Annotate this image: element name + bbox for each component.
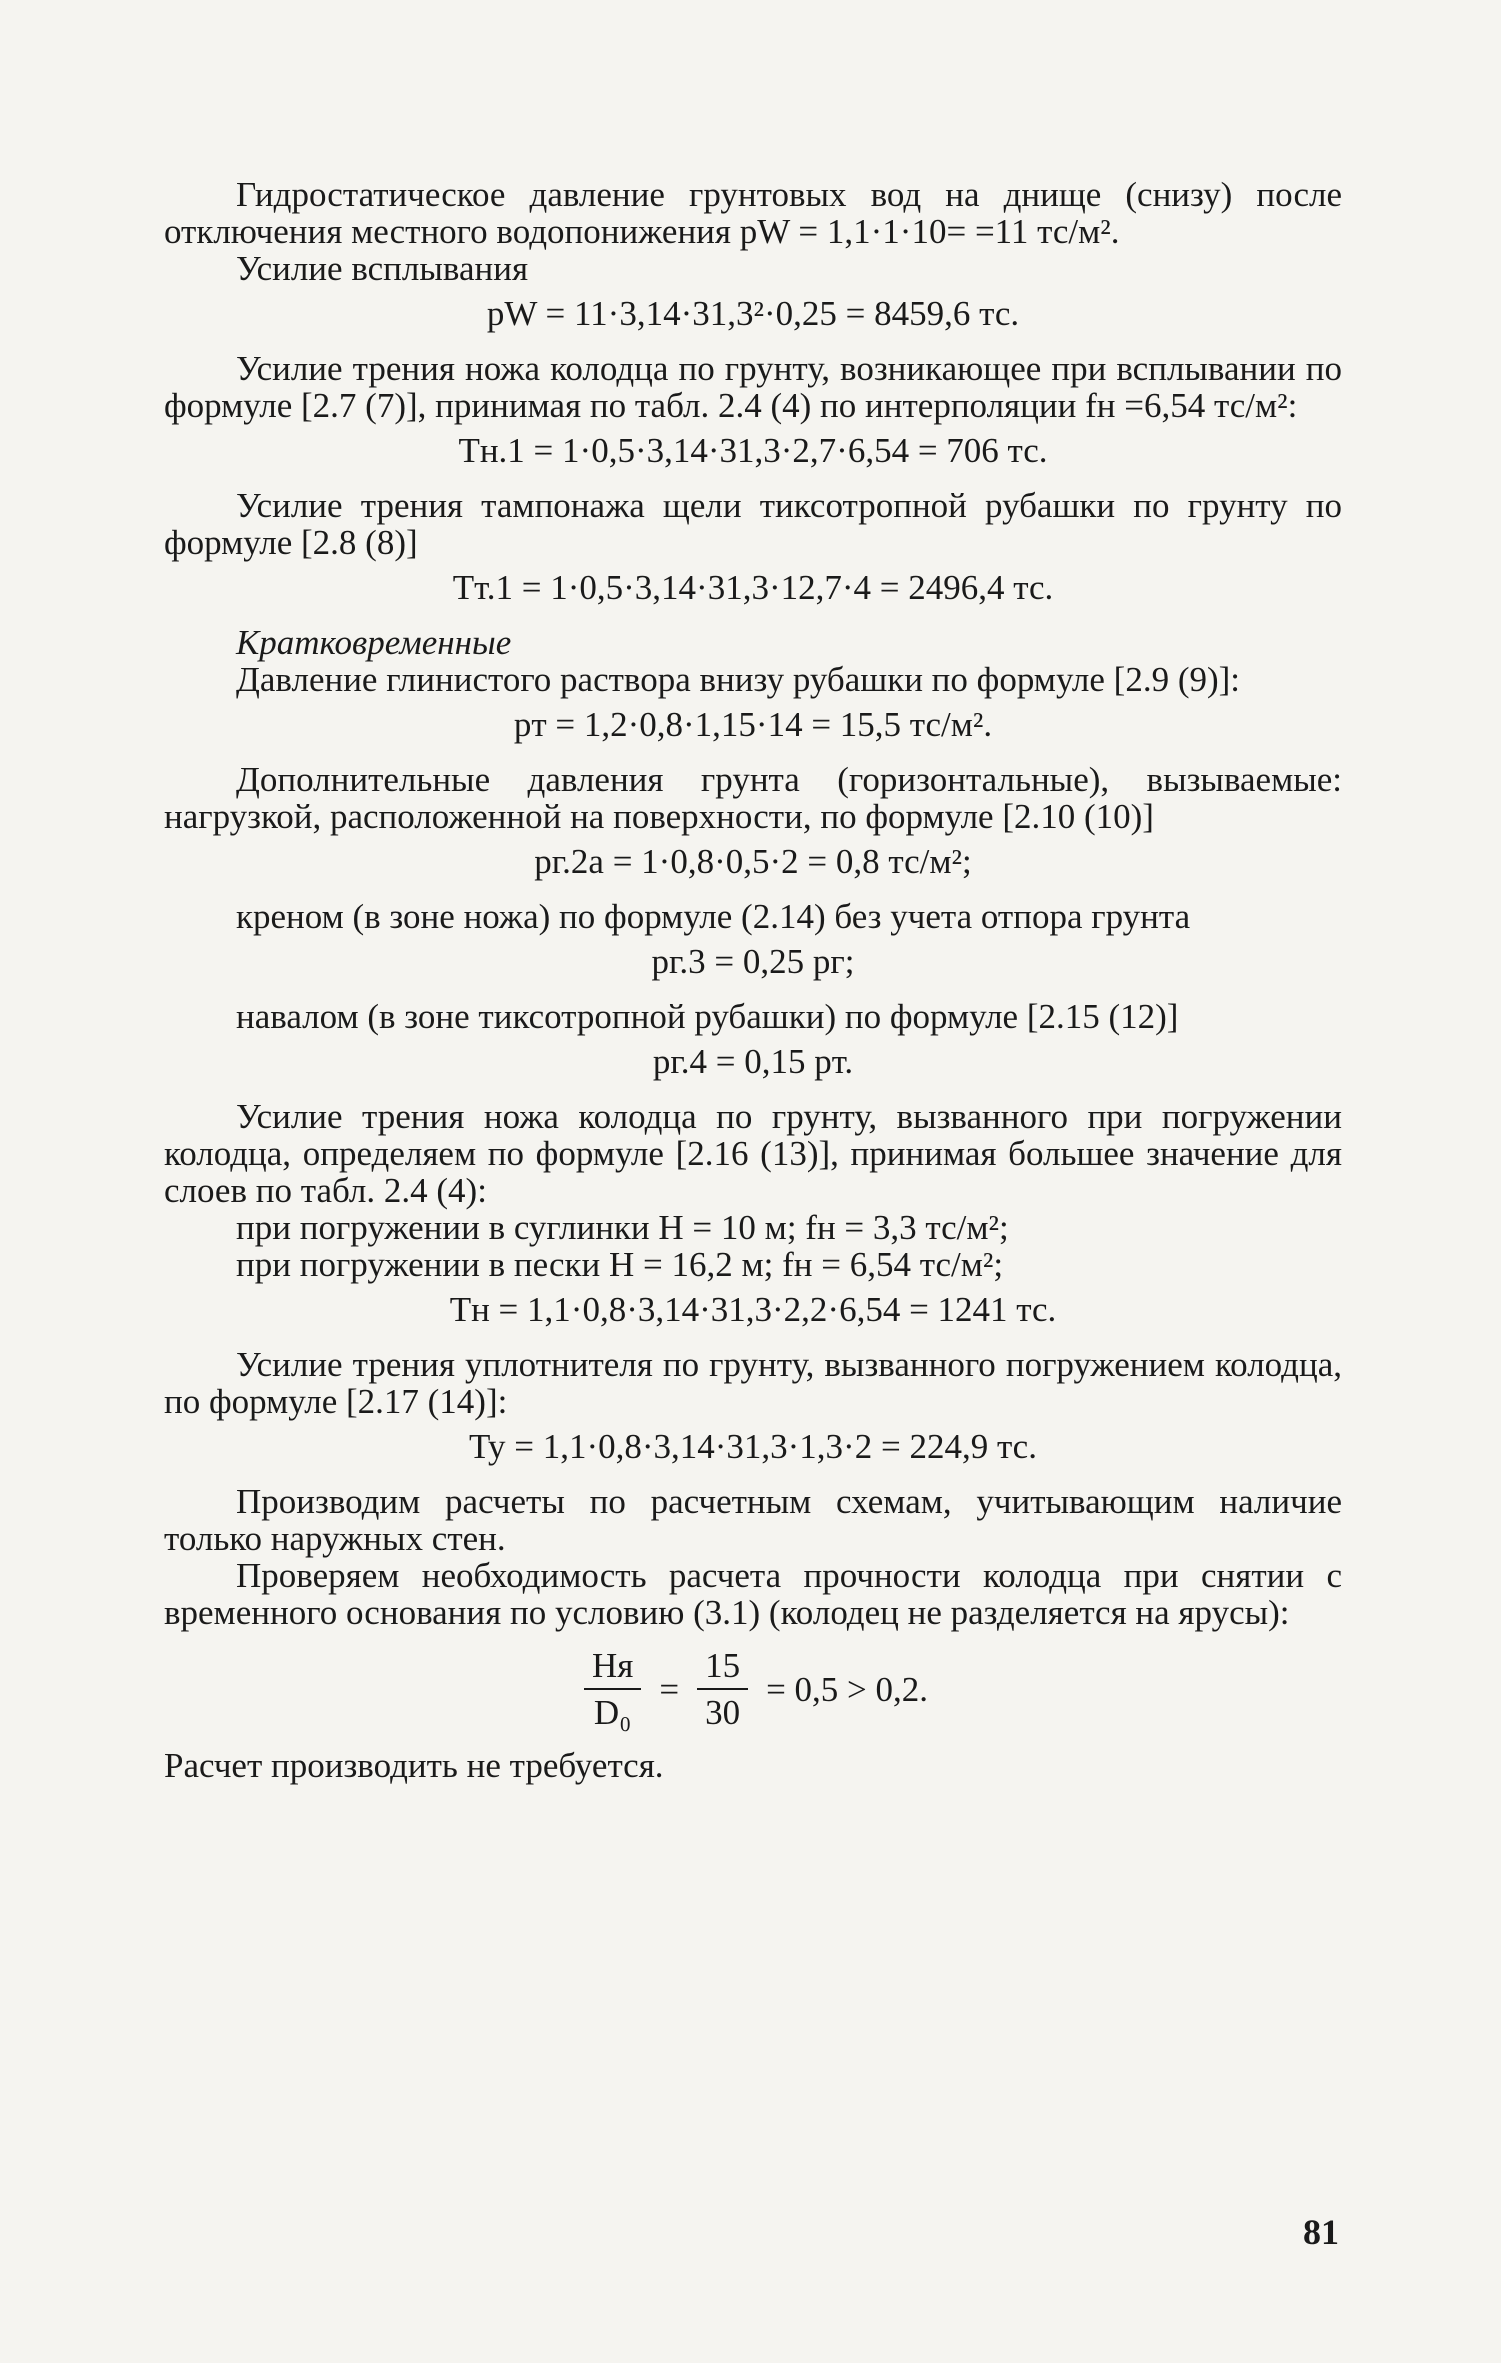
fraction-denominator-30: 30 — [705, 1693, 741, 1732]
paragraph-loam-layer: при погружении в суглинки H = 10 м; fн = 3,3 тс/м²; — [236, 1208, 1009, 1247]
paragraph-tilt-pressure: креном (в зоне ножа) по формуле (2.14) без учета отпора грунта — [236, 897, 1191, 936]
paragraph-hydrostatic-pressure: Гидростатическое давление грунтовых вод на днище (снизу) после отключения местного водопонижения pW = 1,1·1·10= =11 тс/м². — [164, 175, 1342, 251]
fraction-denominator-d: D₀ — [593, 1693, 632, 1732]
formula-knife-friction-sinking: Tн = 1,1·0,8·3,14·31,3·2,2·6,54 = 1241 тс. — [449, 1290, 1057, 1329]
formula-clay-solution-pressure: pт = 1,2·0,8·1,15·14 = 15,5 тс/м². — [513, 705, 993, 744]
paragraph-clay-solution-pressure: Давление глинистого раствора внизу рубашки по формуле [2.9 (9)]: — [236, 660, 1241, 699]
paragraph-uplift-force-label: Усилие всплывания — [236, 249, 529, 288]
formula-heap-pressure: pг.4 = 0,15 pт. — [652, 1042, 854, 1081]
page-number: 81 — [1303, 2212, 1339, 2252]
paragraph-grouting-friction: Усилие трения тампонажа щели тиксотропной рубашки по грунту по формуле [2.8 (8)] — [164, 486, 1342, 562]
fraction-numeric — [697, 1647, 748, 1731]
formula-ratio-check — [164, 1647, 1342, 1731]
formula-uplift-force: pW = 11·3,14·31,3²·0,25 = 8459,6 тс. — [486, 294, 1020, 333]
section-heading-short-term: Кратковременные — [236, 623, 512, 662]
formula-knife-friction-uplift: Tн.1 = 1·0,5·3,14·31,3·2,7·6,54 = 706 тс. — [458, 431, 1048, 470]
formula-tilt-pressure: pг.3 = 0,25 pг; — [651, 942, 855, 981]
paragraph-conclusion: Расчет производить не требуется. — [164, 1746, 664, 1785]
page-content — [164, 176, 1342, 1784]
paragraph-sand-layer: при погружении в пески H = 16,2 м; fн = 6,54 тс/м²; — [236, 1245, 1004, 1284]
paragraph-seal-friction: Усилие трения уплотнителя по грунту, вызванного погружением колодца, по формуле [2.17 (14)]: — [164, 1345, 1342, 1421]
formula-grouting-friction: Tт.1 = 1·0,5·3,14·31,3·12,7·4 = 2496,4 тс. — [452, 568, 1054, 607]
paragraph-knife-friction-uplift: Усилие трения ножа колодца по грунту, возникающее при всплывании по формуле [2.7 (7)], принимая по табл. 2.4 (4) по интерполяции fн =6,54 тс/м²: — [164, 349, 1342, 425]
formula-surface-load-pressure: pг.2а = 1·0,8·0,5·2 = 0,8 тс/м²; — [534, 842, 972, 881]
paragraph-calculation-schemes: Производим расчеты по расчетным схемам, учитывающим наличие только наружных стен. — [164, 1482, 1342, 1558]
ratio-result: = 0,5 > 0,2. — [766, 1669, 929, 1709]
equals-sign: = — [659, 1669, 680, 1709]
paragraph-additional-soil-pressure: Дополнительные давления грунта (горизонтальные), вызываемые: нагрузкой, расположенной на поверхности, по формуле [2.10 (10)] — [164, 760, 1342, 836]
fraction-numerator-15: 15 — [697, 1647, 748, 1690]
paragraph-strength-check: Проверяем необходимость расчета прочности колодца при снятии с временного основания по условию (3.1) (колодец не разделяется на ярусы): — [164, 1556, 1342, 1632]
fraction-height-diameter — [584, 1647, 641, 1731]
paragraph-heap-pressure: навалом (в зоне тиксотропной рубашки) по формуле [2.15 (12)] — [236, 997, 1179, 1036]
formula-seal-friction: Ty = 1,1·0,8·3,14·31,3·1,3·2 = 224,9 тс. — [469, 1427, 1037, 1466]
fraction-numerator-h: Hя — [584, 1647, 641, 1690]
paragraph-knife-friction-sinking: Усилие трения ножа колодца по грунту, вызванного при погружении колодца, определяем по формуле [2.16 (13)], принимая большее значение для слоев по табл. 2.4 (4): — [164, 1097, 1342, 1210]
